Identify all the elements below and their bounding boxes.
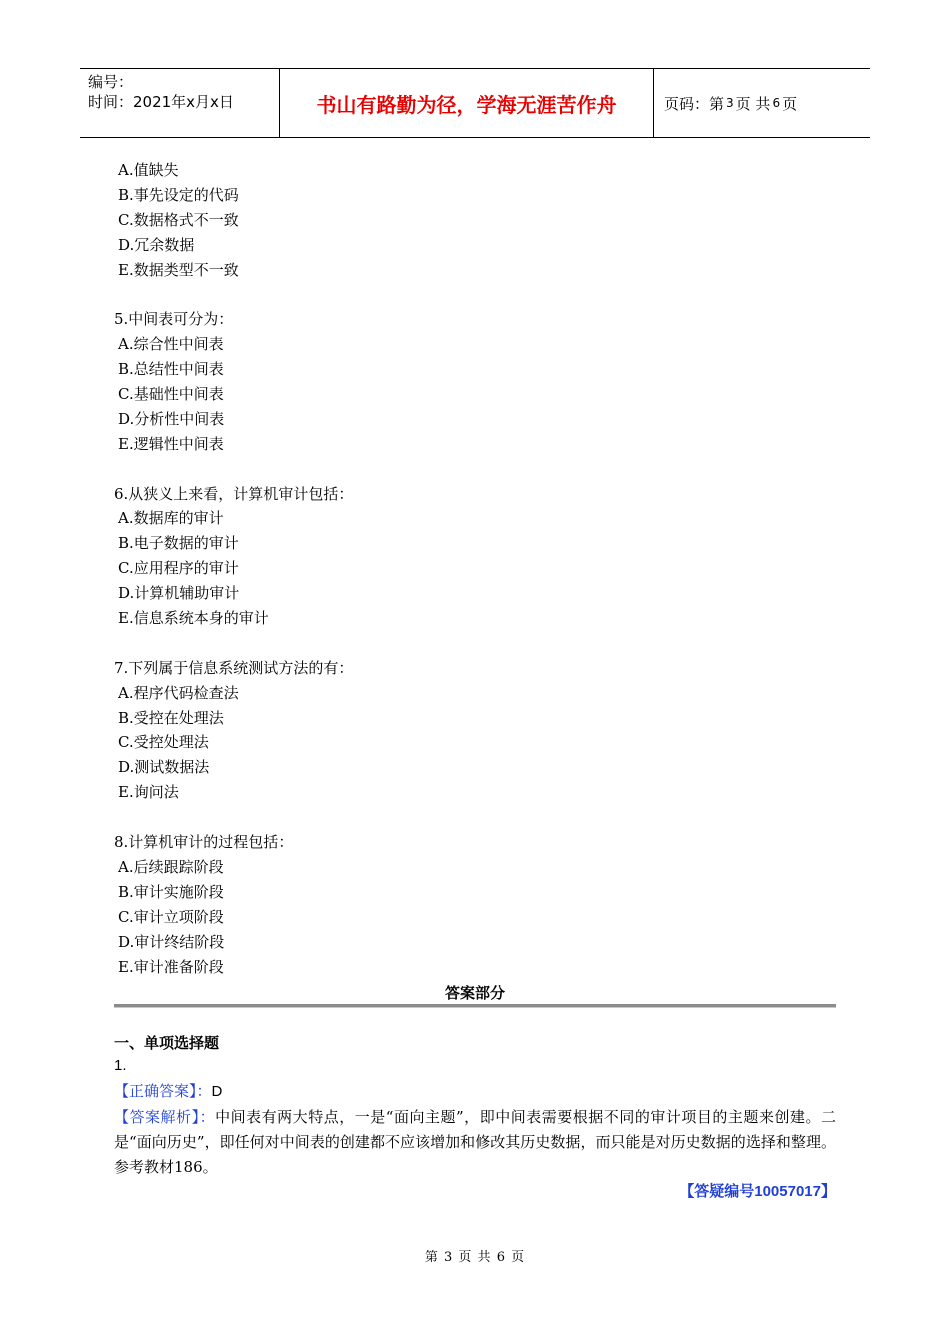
answer-item-number: 1. xyxy=(114,1057,127,1074)
option: A.数据库的审计 xyxy=(118,509,224,528)
page-footer: 第 3 页 共 6 页 xyxy=(424,1250,526,1265)
question-title: 8.计算机审计的过程包括： xyxy=(114,833,294,852)
option: A.值缺失 xyxy=(118,161,179,179)
header-motto: 书山有路勤为径，学海无涯苦作舟 xyxy=(280,69,654,137)
time-label: 时间：2021年x月x日 xyxy=(88,93,234,111)
option: B.事先设定的代码 xyxy=(118,185,239,204)
question-title: 5.中间表可分为： xyxy=(114,310,234,329)
header-meta xyxy=(80,69,280,137)
header-page-info xyxy=(654,69,870,137)
option: A.综合性中间表 xyxy=(118,335,224,354)
analysis-text: 中间表有两大特点，一是“面向主题”，即中间表需要根据不同的审计项目的主题来创建。二是“面向历史”，即任何对中间表的创建都不应该增加和修改其历史数据，而只能是对历史数据的选择和整理。参考教材186。 xyxy=(114,1108,836,1176)
section-divider xyxy=(114,1004,836,1008)
page-header xyxy=(80,68,870,138)
answer-analysis xyxy=(114,1105,836,1180)
option: E.审计准备阶段 xyxy=(118,957,224,976)
option: B.受控在处理法 xyxy=(118,708,224,727)
page-current: 3 xyxy=(726,96,734,110)
number-label: 编号： xyxy=(88,73,134,91)
option: B.电子数据的审计 xyxy=(118,534,239,553)
option: A.后续跟踪阶段 xyxy=(118,857,224,876)
option: C.应用程序的审计 xyxy=(118,559,239,578)
option: D.冗余数据 xyxy=(118,235,195,254)
option: E.信息系统本身的审计 xyxy=(118,609,269,628)
option: D.审计终结阶段 xyxy=(118,932,225,951)
question-title: 7.下列属于信息系统测试方法的有： xyxy=(114,658,354,677)
question-list xyxy=(114,158,836,979)
page-mid: 页 共 xyxy=(735,94,771,113)
option: C.审计立项阶段 xyxy=(118,907,224,926)
option: D.分析性中间表 xyxy=(118,409,225,428)
page-total: 6 xyxy=(772,96,781,110)
correct-answer-value: D xyxy=(211,1083,223,1100)
option: B.审计实施阶段 xyxy=(118,882,224,901)
option: E.数据类型不一致 xyxy=(118,260,239,279)
analysis-label: 【答案解析】： xyxy=(114,1108,216,1126)
correct-answer-label: 【正确答案】： xyxy=(114,1082,212,1100)
page-end: 页 xyxy=(782,94,798,113)
question-title: 6.从狭义上来看，计算机审计包括： xyxy=(114,484,354,503)
answer-section-title: 答案部分 xyxy=(444,984,505,1002)
page-label: 页码：第 xyxy=(664,94,725,113)
question-id-link[interactable]: 【答疑编号10057017】 xyxy=(679,1183,836,1200)
option: C.数据格式不一致 xyxy=(118,210,239,229)
option: D.测试数据法 xyxy=(118,758,210,777)
option: D.计算机辅助审计 xyxy=(118,584,240,603)
option: E.询问法 xyxy=(118,783,179,802)
answer-heading: 一、单项选择题 xyxy=(114,1034,220,1052)
option: B.总结性中间表 xyxy=(118,360,224,379)
correct-answer xyxy=(114,1080,222,1101)
option: C.受控处理法 xyxy=(118,733,209,752)
option: A.程序代码检查法 xyxy=(118,683,239,702)
option: E.逻辑性中间表 xyxy=(118,434,224,453)
option: C.基础性中间表 xyxy=(118,385,224,404)
